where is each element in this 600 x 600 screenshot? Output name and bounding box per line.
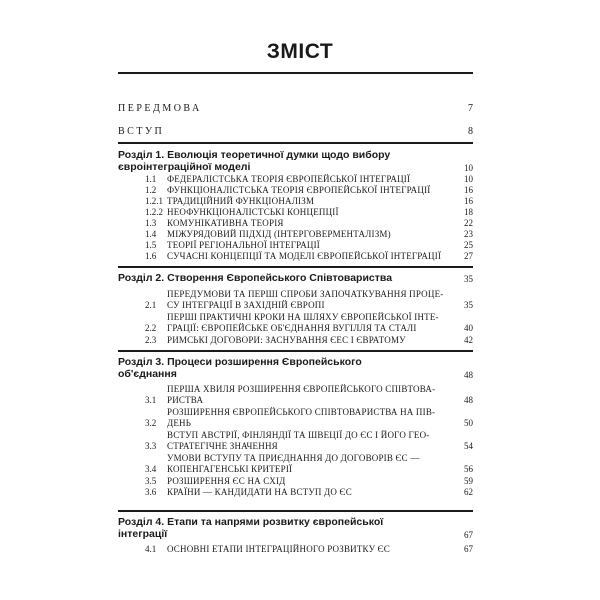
toc-item bbox=[145, 185, 473, 196]
toc-entry-page: 7 bbox=[468, 103, 473, 114]
section-title-line: Розділ 1. Еволюція теоретичної думки щодо вибору bbox=[118, 149, 391, 161]
item-title: МІЖУРЯДОВИЙ ПІДХІД (ІНТЕРГОВЕРМЕНТАЛІЗМ) bbox=[167, 229, 391, 239]
item-page: 54 bbox=[464, 441, 473, 451]
toc-item bbox=[145, 487, 473, 498]
item-title: ПЕРША ХВИЛЯ РОЗШИРЕННЯ ЄВРОПЕЙСЬКОГО СПІВТОВА- bbox=[167, 384, 436, 394]
item-title: РОЗШИРЕННЯ ЄС НА СХІД bbox=[167, 476, 286, 486]
item-title: КОПЕНГАГЕНСЬКІ КРИТЕРІЇ bbox=[167, 464, 293, 474]
section-3-items bbox=[145, 384, 473, 498]
item-page: 67 bbox=[464, 544, 473, 554]
item-number: 1.2.1 bbox=[145, 196, 163, 206]
item-number: 1.2 bbox=[145, 185, 157, 195]
item-title: СУЧАСНІ КОНЦЕПЦІЇ ТА МОДЕЛІ ЄВРОПЕЙСЬКОЇ ІНТЕГРАЦІЇ bbox=[167, 251, 442, 261]
toc-item bbox=[145, 430, 473, 452]
section-rule bbox=[118, 266, 473, 268]
item-page: 50 bbox=[464, 418, 473, 428]
item-page: 56 bbox=[464, 464, 473, 474]
item-title: НЕОФУНКЦІОНАЛІСТСЬКІ КОНЦЕПЦІЇ bbox=[167, 207, 339, 217]
item-page: 23 bbox=[464, 229, 473, 239]
item-title: КОМУНІКАТИВНА ТЕОРІЯ bbox=[167, 218, 284, 228]
toc-entry-intro bbox=[118, 126, 473, 137]
toc-item bbox=[145, 207, 473, 218]
toc-item bbox=[145, 476, 473, 487]
item-number: 3.1 bbox=[145, 395, 157, 405]
item-title: ПЕРШІ ПРАКТИЧНІ КРОКИ НА ШЛЯХУ ЄВРОПЕЙСЬКОЇ ІНТЕ- bbox=[167, 312, 439, 322]
section-1-heading bbox=[118, 149, 473, 173]
item-page: 22 bbox=[464, 218, 473, 228]
item-number: 2.2 bbox=[145, 323, 157, 333]
item-number: 3.3 bbox=[145, 441, 157, 451]
item-number: 1.1 bbox=[145, 174, 157, 184]
item-title: ОСНОВНІ ЕТАПИ ІНТЕГРАЦІЙНОГО РОЗВИТКУ ЄС bbox=[167, 544, 390, 554]
item-number: 3.5 bbox=[145, 476, 157, 486]
item-page: 40 bbox=[464, 323, 473, 333]
toc-item bbox=[145, 289, 473, 311]
item-page: 16 bbox=[464, 185, 473, 195]
item-title: ФУНКЦІОНАЛІСТСЬКА ТЕОРІЯ ЄВРОПЕЙСЬКОЇ ІНТЕГРАЦІЇ bbox=[167, 185, 431, 195]
title-rule bbox=[118, 72, 473, 74]
toc-item bbox=[145, 544, 473, 555]
toc-entry-preface bbox=[118, 103, 473, 114]
item-page: 16 bbox=[464, 196, 473, 206]
item-title: ТЕОРІЇ РЕГІОНАЛЬНОЇ ІНТЕГРАЦІЇ bbox=[167, 240, 321, 250]
toc-item bbox=[145, 453, 473, 475]
item-page: 27 bbox=[464, 251, 473, 261]
item-title: ГРАЦІЇ: ЄВРОПЕЙСЬКЕ ОБ'ЄДНАННЯ ВУГІЛЛЯ ТА СТАЛІ bbox=[167, 323, 417, 333]
item-title: РИМСЬКІ ДОГОВОРИ: ЗАСНУВАННЯ ЄЕС І ЄВРАТОМУ bbox=[167, 335, 406, 345]
toc-entry-label: ПЕРЕДМОВА bbox=[118, 103, 202, 114]
section-page: 67 bbox=[464, 530, 473, 540]
section-title-line: об'єднання bbox=[118, 368, 177, 380]
page-title: ЗМІСТ bbox=[266, 40, 334, 63]
toc-item bbox=[145, 251, 473, 262]
toc-item bbox=[145, 240, 473, 251]
item-page: 25 bbox=[464, 240, 473, 250]
section-title-line: Розділ 2. Створення Європейського Співтовариства bbox=[118, 272, 393, 284]
section-title-line: Розділ 4. Етапи та напрями розвитку європейської bbox=[118, 516, 384, 528]
section-title-line: євроінтеграційної моделі bbox=[118, 161, 251, 173]
item-page: 42 bbox=[464, 335, 473, 345]
toc-item bbox=[145, 335, 473, 346]
section-4-items bbox=[145, 544, 473, 555]
item-title: РОЗШИРЕННЯ ЄВРОПЕЙСЬКОГО СПІВТОВАРИСТВА НА ПІВ- bbox=[167, 407, 436, 417]
item-title: ДЕНЬ bbox=[167, 418, 192, 428]
section-1-items bbox=[145, 174, 473, 262]
item-page: 62 bbox=[464, 487, 473, 497]
section-title-line: Розділ 3. Процеси розширення Європейського bbox=[118, 356, 362, 368]
item-number: 1.2.2 bbox=[145, 207, 163, 217]
item-title: ТРАДИЦІЙНИЙ ФУНКЦІОНАЛІЗМ bbox=[167, 196, 315, 206]
toc-entry-page: 8 bbox=[468, 126, 473, 137]
toc-item bbox=[145, 174, 473, 185]
item-number: 1.4 bbox=[145, 229, 157, 239]
item-title: ВСТУП АВСТРІЇ, ФІНЛЯНДІЇ ТА ШВЕЦІЇ ДО ЄС І ЙОГО ГЕО- bbox=[167, 430, 430, 440]
section-4-heading bbox=[118, 516, 473, 540]
item-title: ПЕРЕДУМОВИ ТА ПЕРШІ СПРОБИ ЗАПОЧАТКУВАННЯ ПРОЦЕ- bbox=[167, 289, 444, 299]
item-title: ФЕДЕРАЛІСТСЬКА ТЕОРІЯ ЄВРОПЕЙСЬКОЇ ІНТЕГРАЦІЇ bbox=[167, 174, 411, 184]
item-number: 3.6 bbox=[145, 487, 157, 497]
toc-entry-label: ВСТУП bbox=[118, 126, 165, 137]
section-page: 10 bbox=[464, 163, 473, 173]
toc-item bbox=[145, 312, 473, 334]
section-rule bbox=[118, 510, 473, 512]
item-page: 48 bbox=[464, 395, 473, 405]
item-number: 1.3 bbox=[145, 218, 157, 228]
item-number: 1.5 bbox=[145, 240, 157, 250]
section-title-line: інтеграції bbox=[118, 528, 168, 540]
item-title: СТРАТЕГІЧНЕ ЗНАЧЕННЯ bbox=[167, 441, 278, 451]
section-rule bbox=[118, 142, 473, 144]
toc-item bbox=[145, 407, 473, 429]
toc-item bbox=[145, 196, 473, 207]
section-2-heading bbox=[118, 272, 473, 284]
item-number: 2.1 bbox=[145, 300, 157, 310]
item-title: КРАЇНИ — КАНДИДАТИ НА ВСТУП ДО ЄС bbox=[167, 487, 352, 497]
item-page: 59 bbox=[464, 476, 473, 486]
section-page: 35 bbox=[464, 274, 473, 284]
item-number: 1.6 bbox=[145, 251, 157, 261]
toc-item bbox=[145, 229, 473, 240]
toc-item bbox=[145, 218, 473, 229]
section-3-heading bbox=[118, 356, 473, 380]
item-number: 3.4 bbox=[145, 464, 157, 474]
item-page: 35 bbox=[464, 300, 473, 310]
item-number: 4.1 bbox=[145, 544, 157, 554]
item-title: УМОВИ ВСТУПУ ТА ПРИЄДНАННЯ ДО ДОГОВОРІВ ЄС — bbox=[167, 453, 420, 463]
item-page: 18 bbox=[464, 207, 473, 217]
item-number: 2.3 bbox=[145, 335, 157, 345]
section-2-items bbox=[145, 289, 473, 346]
item-number: 3.2 bbox=[145, 418, 157, 428]
toc-item bbox=[145, 384, 473, 406]
item-title: СУ ІНТЕГРАЦІЇ В ЗАХІДНІЙ ЄВРОПІ bbox=[167, 300, 325, 310]
section-page: 48 bbox=[464, 370, 473, 380]
section-rule bbox=[118, 350, 473, 352]
item-page: 10 bbox=[464, 174, 473, 184]
item-title: РИСТВА bbox=[167, 395, 204, 405]
